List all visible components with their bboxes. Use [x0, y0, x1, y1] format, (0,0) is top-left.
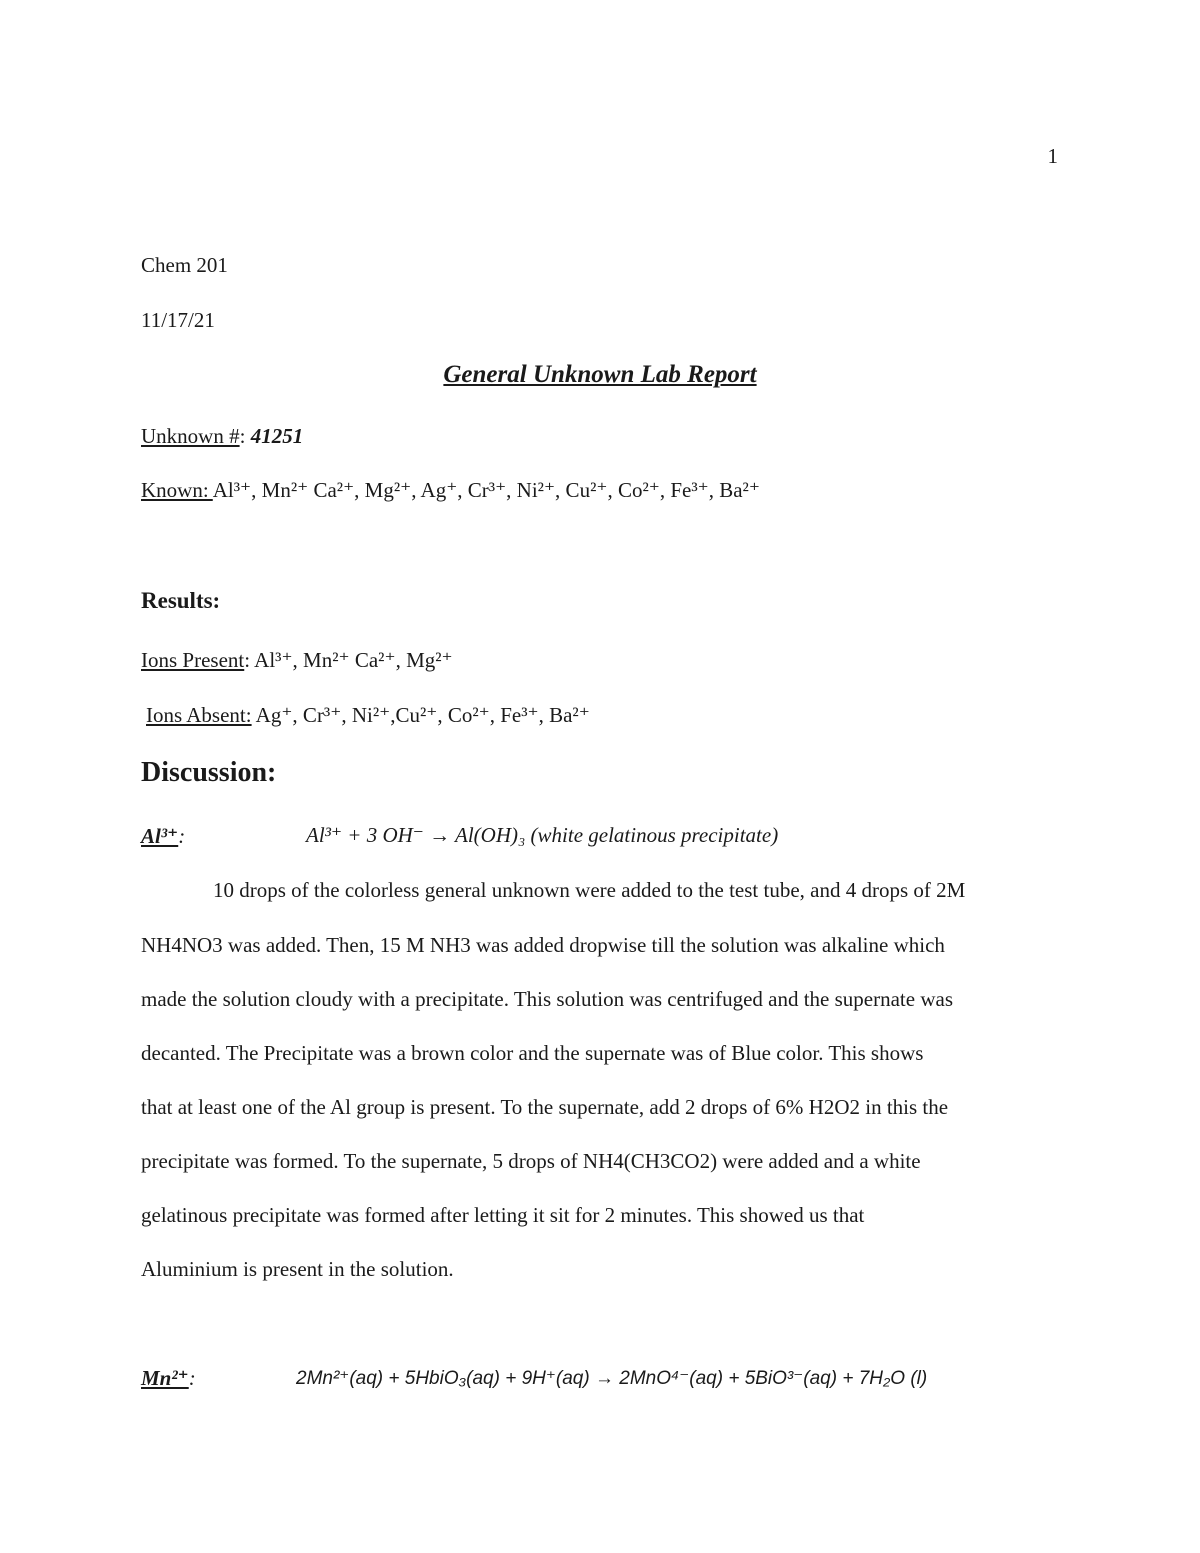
manganese-heading [141, 1365, 196, 1391]
page-number: 1 [1047, 144, 1058, 168]
results-heading: Results: [141, 588, 221, 613]
known-ions-line [141, 478, 760, 503]
aluminium-equation: Al³⁺ + 3 OH⁻ → Al(OH)₃ (white gelatinous precipitate) [306, 823, 779, 847]
unknown-label: Unknown # [141, 424, 240, 448]
unknown-value: 41251 [250, 424, 304, 448]
aluminium-paragraph-line: made the solution cloudy with a precipitate. This solution was centrifuged and the supernate was [141, 987, 953, 1011]
aluminium-ion-label: Al³⁺ [141, 824, 179, 848]
aluminium-paragraph-line: precipitate was formed. To the supernate, 5 drops of NH4(CH3CO2) were added and a white [141, 1149, 921, 1173]
aluminium-paragraph-line: that at least one of the Al group is present. To the supernate, add 2 drops of 6% H2O2 in this the [141, 1095, 949, 1119]
ions-absent-label: Ions Absent: [146, 703, 252, 727]
manganese-equation: 2Mn²⁺(aq) + 5HbiO₃(aq) + 9H⁺(aq) → 2MnO⁴⁻(aq) + 5BiO³⁻(aq) + 7H₂O (l) [296, 1368, 928, 1389]
report-date: 11/17/21 [141, 308, 215, 332]
report-title: General Unknown Lab Report [443, 361, 757, 388]
aluminium-heading [141, 823, 185, 849]
manganese-colon: : [188, 1366, 196, 1390]
ions-present-line [141, 648, 453, 673]
unknown-number-line [141, 424, 303, 449]
aluminium-paragraph-line: 10 drops of the colorless general unknown were added to the test tube, and 4 drops of 2M [213, 878, 966, 902]
ions-present-label: Ions Present [141, 648, 245, 672]
known-label: Known: [141, 478, 213, 502]
discussion-heading: Discussion: [141, 757, 277, 788]
aluminium-paragraph-line: Aluminium is present in the solution. [141, 1257, 454, 1281]
aluminium-colon: : [178, 824, 186, 848]
ions-absent-line [146, 703, 590, 728]
manganese-ion-label: Mn²⁺ [141, 1366, 189, 1390]
aluminium-paragraph-line: NH4NO3 was added. Then, 15 M NH3 was added dropwise till the solution was alkaline which [141, 933, 945, 957]
ions-present-values: : Al³⁺, Mn²⁺ Ca²⁺, Mg²⁺ [244, 648, 453, 672]
known-ions: Al³⁺, Mn²⁺ Ca²⁺, Mg²⁺, Ag⁺, Cr³⁺, Ni²⁺, Cu²⁺, Co²⁺, Fe³⁺, Ba²⁺ [212, 478, 760, 502]
ions-absent-values: Ag⁺, Cr³⁺, Ni²⁺,Cu²⁺, Co²⁺, Fe³⁺, Ba²⁺ [251, 703, 590, 727]
aluminium-paragraph-line: gelatinous precipitate was formed after letting it sit for 2 minutes. This showed us that [141, 1203, 865, 1227]
unknown-colon: : [239, 424, 246, 448]
course-name: Chem 201 [141, 253, 228, 277]
aluminium-paragraph-line: decanted. The Precipitate was a brown color and the supernate was of Blue color. This shows [141, 1041, 924, 1065]
